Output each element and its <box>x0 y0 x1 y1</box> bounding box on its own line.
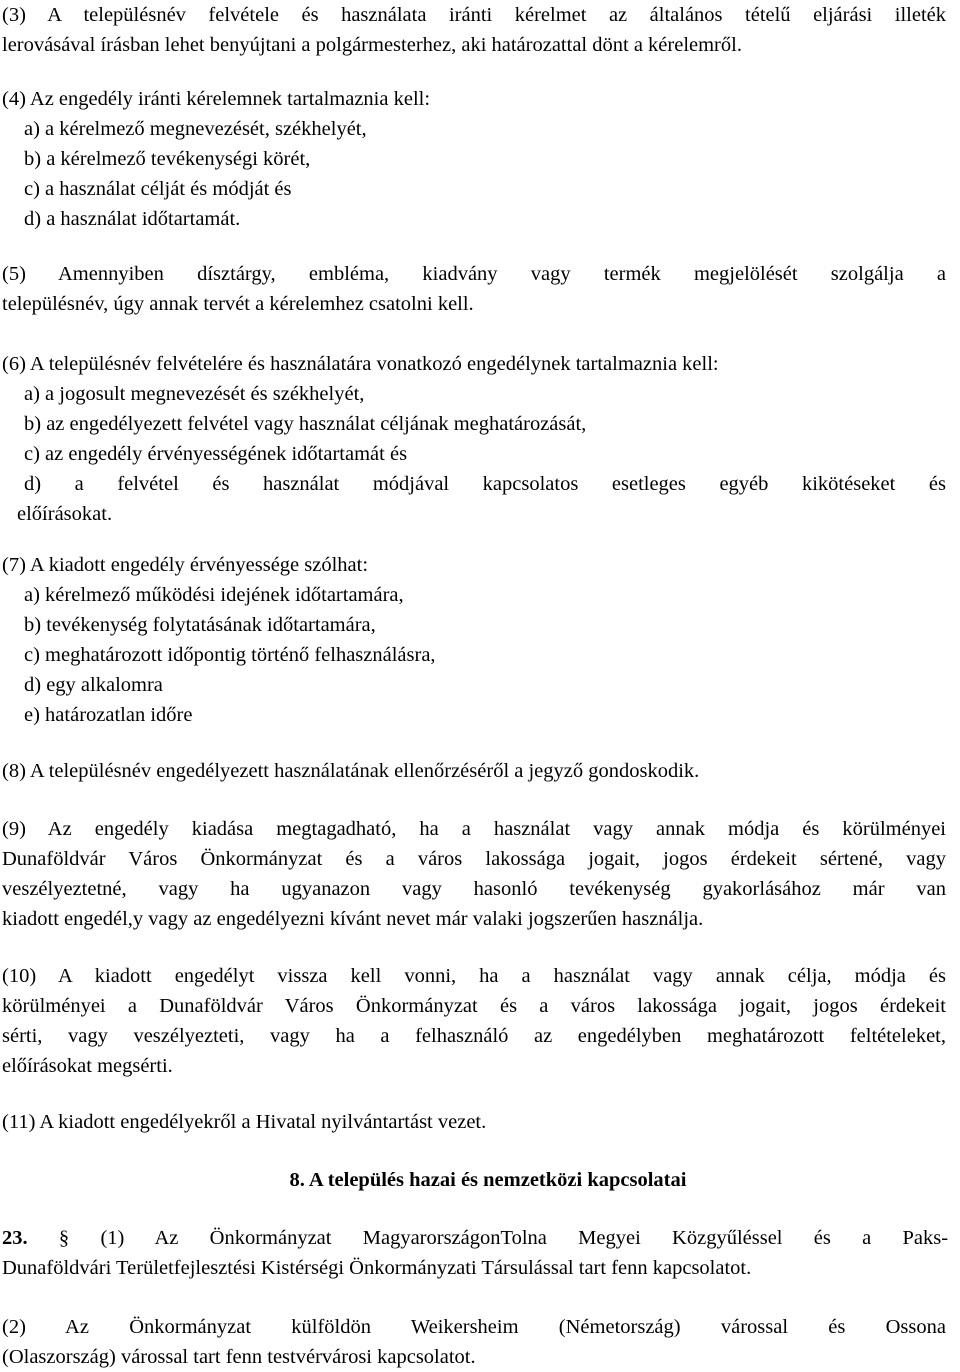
paragraph-5 <box>0 259 960 319</box>
paragraph-4-intro: (4) Az engedély iránti kérelemnek tartalmaznia kell: <box>2 88 431 110</box>
paragraph-4-item-a: a) a kérelmező megnevezését, székhelyét, <box>24 118 367 140</box>
paragraph-9 <box>0 814 960 934</box>
paragraph-10-line-1: (10) A kiadott engedélyt vissza kell vonni, ha a használat vagy annak célja, módja és <box>2 965 946 987</box>
paragraph-4 <box>0 84 960 234</box>
paragraph-10-line-2: körülményei a Dunaföldvár Város Önkormányzat és a város lakossága jogait, jogos érdekeit <box>2 995 946 1017</box>
paragraph-9-line-4: kiadott engedél,y vagy az engedélyezni kívánt nevet már valaki jogszerűen használja. <box>2 908 704 930</box>
section-23-line-2: Dunaföldvári Területfejlesztési Kistérségi Önkormányzati Társulással tart fenn kapcsolatot. <box>2 1257 752 1279</box>
section-23-p2-line-1: (2) Az Önkormányzat külföldön Weikersheim (Németország) várossal és Ossona <box>2 1316 946 1338</box>
paragraph-6-intro: (6) A településnév felvételére és használatára vonatkozó engedélynek tartalmaznia kell: <box>2 353 719 375</box>
paragraph-3 <box>0 0 960 60</box>
section-heading: 8. A település hazai és nemzetközi kapcsolatai <box>289 1169 687 1191</box>
paragraph-6-item-b: b) az engedélyezett felvétel vagy használat céljának meghatározását, <box>24 413 587 435</box>
section-23-paragraph-1 <box>0 1223 960 1283</box>
section-23-line-1 <box>0 1223 948 1253</box>
paragraph-7-item-e: e) határozatlan időre <box>24 704 193 726</box>
paragraph-7-intro: (7) A kiadott engedély érvényessége szólhat: <box>2 554 369 576</box>
paragraph-9-line-2: Dunaföldvár Város Önkormányzat és a város lakossága jogait, jogos érdekeit sértené, vagy <box>2 848 946 870</box>
section-23-line-1-text: (1) Az Önkormányzat MagyarországonTolna Megyei Közgyűléssel és a Paks- <box>100 1227 949 1249</box>
paragraph-7-item-b: b) tevékenység folytatásának időtartamára, <box>24 614 376 636</box>
paragraph-7-item-c: c) meghatározott időpontig történő felhasználásra, <box>24 644 436 666</box>
paragraph-3-line-2: lerovásával írásban lehet benyújtani a polgármesterhez, aki határozattal dönt a kérelemről. <box>2 34 742 56</box>
paragraph-8-text: (8) A településnév engedélyezett használatának ellenőrzéséről a jegyző gondoskodik. <box>2 760 700 782</box>
paragraph-6 <box>0 349 960 529</box>
paragraph-7-item-d: d) egy alkalomra <box>24 674 163 696</box>
paragraph-7-item-a: a) kérelmező működési idejének időtartamára, <box>24 584 404 606</box>
paragraph-4-item-b: b) a kérelmező tevékenységi körét, <box>24 148 311 170</box>
paragraph-9-line-1: (9) Az engedély kiadása megtagadható, ha a használat vagy annak módja és körülményei <box>2 818 946 840</box>
section-23-paragraph-2 <box>0 1312 960 1372</box>
paragraph-6-continuation: előírásokat. <box>17 503 113 525</box>
paragraph-10 <box>0 961 960 1081</box>
paragraph-3-line-1: (3) A településnév felvétele és használata iránti kérelmet az általános tételű eljárási illeték <box>2 4 946 26</box>
paragraph-11 <box>0 1107 960 1137</box>
section-sign: § <box>58 1227 70 1249</box>
paragraph-4-item-c: c) a használat célját és módját és <box>24 178 292 200</box>
paragraph-9-line-3: veszélyeztetné, vagy ha ugyanazon vagy hasonló tevékenység gyakorlásához már van <box>2 878 946 900</box>
paragraph-4-item-d: d) a használat időtartamát. <box>24 208 241 230</box>
paragraph-7 <box>0 550 960 730</box>
section-number: 23. <box>2 1227 28 1249</box>
paragraph-10-line-4: előírásokat megsérti. <box>2 1055 173 1077</box>
section-23-p2-line-2: (Olaszország) várossal tart fenn testvérvárosi kapcsolatot. <box>2 1346 476 1368</box>
paragraph-10-line-3: sérti, vagy veszélyezteti, vagy ha a felhasználó az engedélyben meghatározott feltételeket, <box>2 1025 946 1047</box>
paragraph-11-text: (11) A kiadott engedélyekről a Hivatal nyilvántartást vezet. <box>2 1111 487 1133</box>
paragraph-6-item-a: a) a jogosult megnevezését és székhelyét, <box>24 383 365 405</box>
paragraph-5-line-2: településnév, úgy annak tervét a kérelemhez csatolni kell. <box>2 293 474 315</box>
paragraph-6-item-c: c) az engedély érvényességének időtartamát és <box>24 443 408 465</box>
paragraph-6-item-d: d) a felvétel és használat módjával kapcsolatos esetleges egyéb kikötéseket és <box>24 473 946 495</box>
paragraph-8 <box>0 756 960 786</box>
paragraph-5-line-1: (5) Amennyiben dísztárgy, embléma, kiadvány vagy termék megjelölését szolgálja a <box>2 263 946 285</box>
